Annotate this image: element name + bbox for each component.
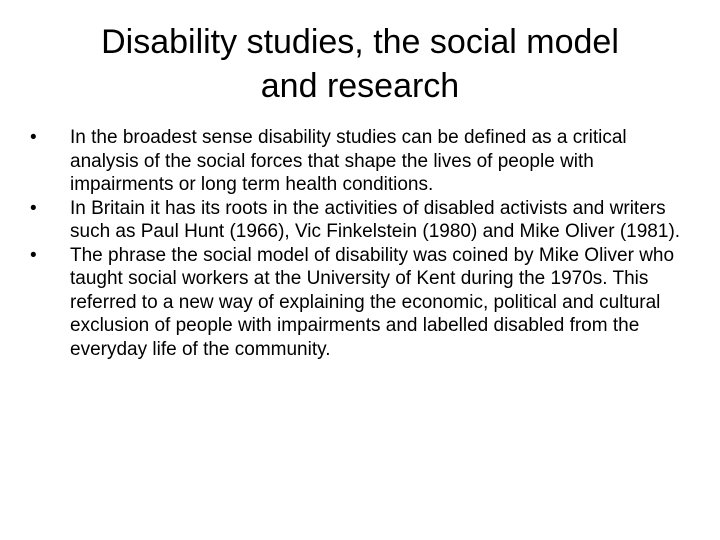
slide-title-line-2: and research	[260, 67, 460, 105]
bullet-icon: •	[30, 197, 37, 219]
bullet-list	[30, 126, 690, 361]
bullet-text: In the broadest sense disability studies can be defined as a critical analysis of the social forces that shape the lives of people with impairments or long term health conditions.	[70, 127, 627, 195]
slide-title-line-1: Disability studies, the social model	[101, 23, 619, 61]
bullet-text: The phrase the social model of disability was coined by Mike Oliver who taught social workers at the University of Kent during the 1970s. This referred to a new way of explaining the economic, political and cultural exclusion of people with impairments and labelled disabled from the everyday life of the community.	[70, 244, 675, 360]
bullet-icon: •	[30, 127, 37, 148]
bullet-item	[30, 126, 690, 197]
bullet-item	[30, 197, 690, 244]
slide-title	[40, 20, 680, 108]
bullet-item	[30, 244, 690, 362]
bullet-icon: •	[30, 244, 37, 266]
bullet-text: In Britain it has its roots in the activities of disabled activists and writers such as Paul Hunt (1966), Vic Finkelstein (1980) and Mike Oliver (1981).	[70, 197, 681, 242]
